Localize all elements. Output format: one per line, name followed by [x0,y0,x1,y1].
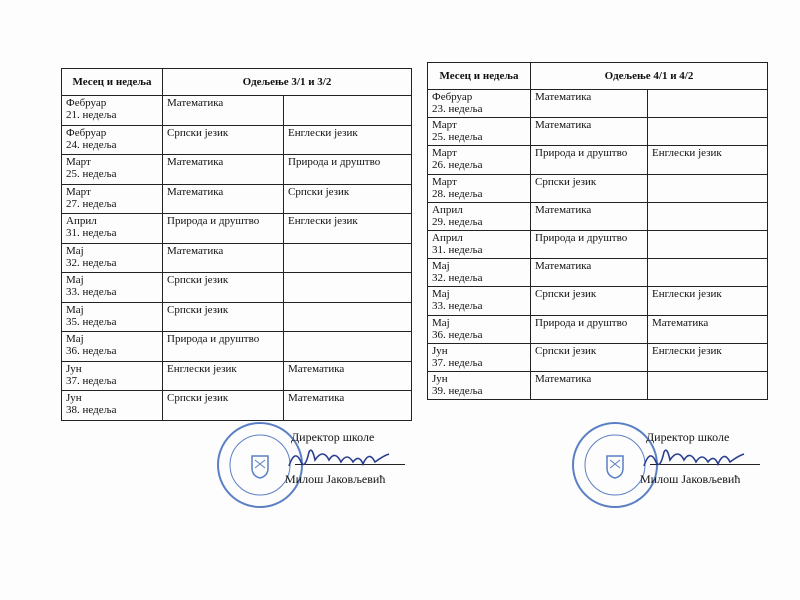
table-row [428,230,768,258]
period-cell [428,118,531,146]
period-cell [62,243,163,273]
subject-cell: Математика [531,259,648,287]
subject-cell [648,174,768,202]
subject-cell [284,96,412,126]
subject-cell: Српски језик [531,287,648,315]
subject-cell: Математика [163,155,284,185]
header-class: Одељење 3/1 и 3/2 [163,69,412,96]
month-label: Март [66,156,91,168]
subject-cell: Математика [531,90,648,118]
month-label: Март [432,119,457,132]
week-label: 37. недеља [66,374,117,387]
week-label: 37. недеља [432,356,483,369]
table-row [62,214,412,244]
subject-cell: Енглески језик [284,125,412,155]
table-row [428,174,768,202]
table-row [428,146,768,174]
week-label: 26. недеља [432,159,483,172]
table-row [428,287,768,315]
subject-cell: Природа и друштво [531,230,648,258]
subject-cell: Природа и друштво [163,332,284,362]
subject-cell: Природа и друштво [284,155,412,185]
week-label: 31. недеља [66,227,117,239]
subject-cell [648,230,768,258]
month-label: Април [66,215,97,227]
week-label: 23. недеља [432,103,483,115]
subject-cell: Математика [163,184,284,214]
week-label: 33. недеља [66,286,117,298]
week-label: 31. недеља [432,243,483,256]
subject-cell [648,259,768,287]
month-label: Мај [432,316,450,329]
table-header-row [428,63,768,90]
month-label: Април [432,203,463,216]
period-cell [62,302,163,332]
period-cell [62,125,163,155]
month-label: Мај [432,288,450,301]
month-label: Мај [432,260,450,273]
period-cell [428,371,531,399]
week-label: 21. недеља [66,109,117,121]
period-cell [428,343,531,371]
month-label: Мај [66,303,84,316]
subject-cell [284,273,412,303]
week-label: 39. недеља [432,384,483,397]
period-cell [428,90,531,118]
subject-cell: Математика [648,315,768,343]
subject-cell: Енглески језик [163,361,284,391]
period-cell [62,391,163,421]
table-row [428,202,768,230]
period-cell [62,332,163,362]
table-row [428,315,768,343]
week-label: 32. недеља [66,256,117,269]
subject-cell: Енглески језик [648,287,768,315]
month-label: Март [66,185,91,198]
month-label: Јун [432,344,448,357]
week-label: 25. недеља [432,131,483,144]
month-label: Март [432,175,457,188]
schedule-table-grade4 [427,62,768,400]
period-cell [428,230,531,258]
table-row [62,273,412,303]
subject-cell: Математика [163,243,284,273]
table-row [62,125,412,155]
handwritten-signature [283,442,413,472]
header-period: Месец и недеља [428,63,531,90]
month-label: Јун [66,362,82,375]
month-label: Март [432,147,457,160]
subject-cell: Српски језик [163,391,284,421]
subject-cell: Математика [531,202,648,230]
period-cell [62,361,163,391]
month-label: Мај [66,244,84,257]
header-class: Одељење 4/1 и 4/2 [531,63,768,90]
month-label: Јун [432,372,448,385]
subject-cell [648,371,768,399]
month-label: Јун [66,392,82,404]
subject-cell: Српски језик [531,174,648,202]
period-cell [428,259,531,287]
table-row [428,118,768,146]
subject-cell [648,90,768,118]
week-label: 33. недеља [432,300,483,313]
table-row [62,184,412,214]
period-cell [62,214,163,244]
period-cell [428,202,531,230]
week-label: 32. недеља [432,272,483,285]
period-cell [62,184,163,214]
subject-cell: Енглески језик [648,146,768,174]
subject-cell: Математика [163,96,284,126]
subject-cell: Математика [531,118,648,146]
table-row [62,391,412,421]
director-name: Милош Јаковљевић [640,472,741,486]
table-row [428,343,768,371]
subject-cell [648,202,768,230]
subject-cell [284,332,412,362]
subject-cell [284,302,412,332]
director-name: Милош Јаковљевић [285,472,386,486]
subject-cell: Енглески језик [648,343,768,371]
table-row [62,96,412,126]
schedule-table-grade3 [61,68,412,421]
subject-cell: Природа и друштво [163,214,284,244]
table-header-row [62,69,412,96]
subject-cell [648,118,768,146]
table-row [62,332,412,362]
subject-cell: Природа и друштво [531,315,648,343]
week-label: 28. недеља [432,187,483,200]
period-cell [428,174,531,202]
subject-cell: Српски језик [163,125,284,155]
director-title: Директор школе [291,430,375,444]
table-row [428,371,768,399]
subject-cell [284,243,412,273]
period-cell [428,146,531,174]
subject-cell: Српски језик [163,302,284,332]
month-label: Мај [66,274,84,286]
month-label: Април [432,231,463,244]
signature-block-right [570,420,790,510]
month-label: Фебруар [66,126,107,139]
month-label: Фебруар [432,91,473,103]
period-cell [62,273,163,303]
table-row [62,243,412,273]
month-label: Мај [66,333,84,345]
month-label: Фебруар [66,97,107,109]
table-row [62,361,412,391]
period-cell [62,155,163,185]
subject-cell: Српски језик [531,343,648,371]
table-row [428,90,768,118]
week-label: 36. недеља [432,328,483,341]
signature-block-left [215,420,435,510]
table-row [428,259,768,287]
subject-cell: Српски језик [163,273,284,303]
subject-cell: Математика [531,371,648,399]
subject-cell: Српски језик [284,184,412,214]
week-label: 38. недеља [66,404,117,416]
period-cell [62,96,163,126]
header-period: Месец и недеља [62,69,163,96]
week-label: 27. недеља [66,197,117,210]
period-cell [428,315,531,343]
director-title: Директор школе [646,430,730,444]
subject-cell: Математика [284,361,412,391]
handwritten-signature [638,442,768,472]
subject-cell: Енглески језик [284,214,412,244]
week-label: 24. недеља [66,138,117,151]
table-row [62,155,412,185]
week-label: 25. недеља [66,168,117,180]
subject-cell: Природа и друштво [531,146,648,174]
table-row [62,302,412,332]
period-cell [428,287,531,315]
week-label: 29. недеља [432,215,483,228]
subject-cell: Математика [284,391,412,421]
week-label: 36. недеља [66,345,117,357]
week-label: 35. недеља [66,315,117,328]
